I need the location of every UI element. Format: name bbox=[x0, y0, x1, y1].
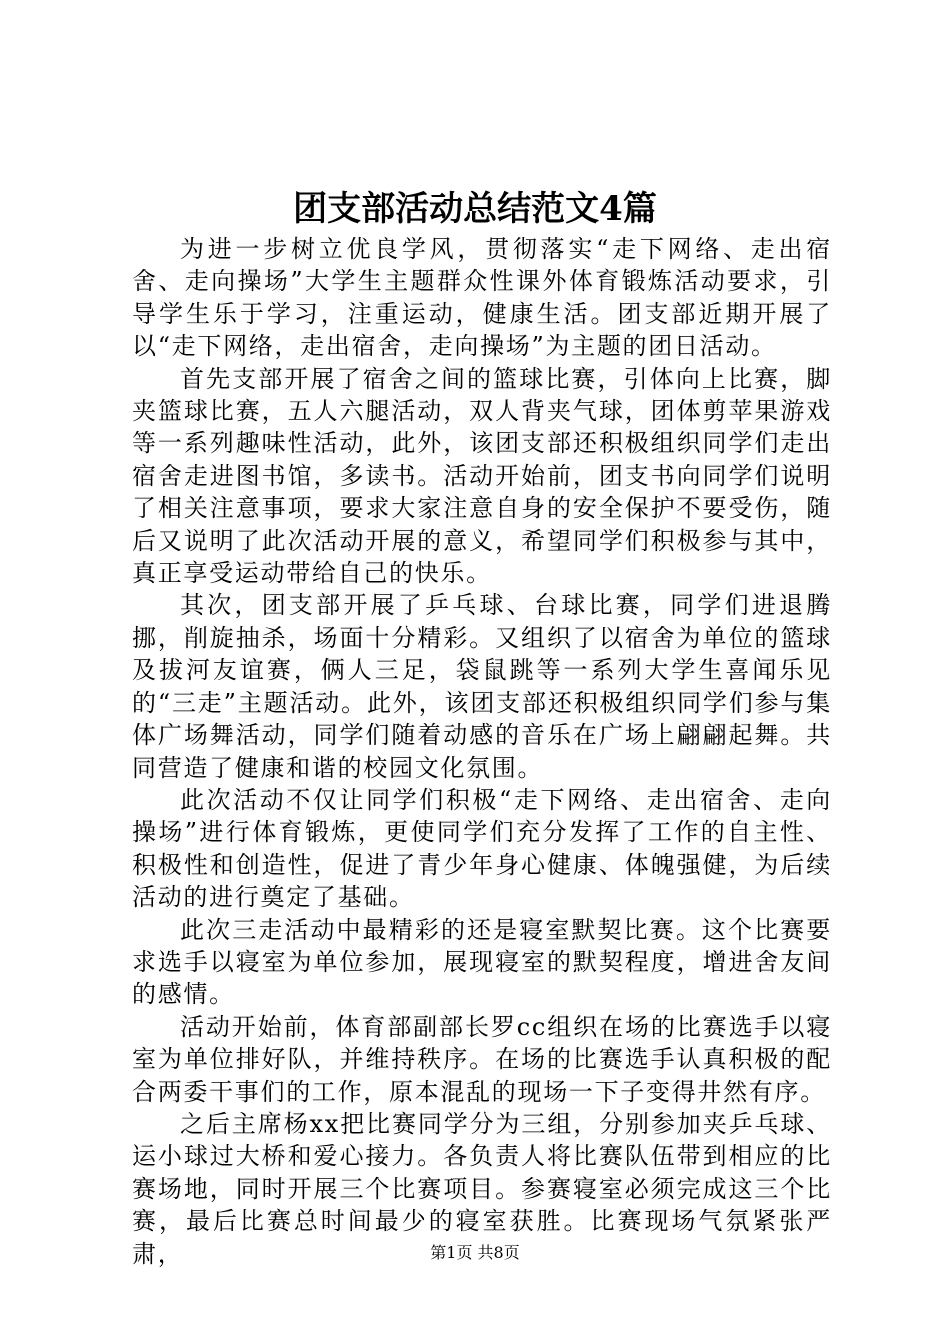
paragraph-4: 此次活动不仅让同学们积极“走下网络、走出宿舍、走向操场”进行体育锻炼，更使同学们充分发挥了工作的自主性、积极性和创造性，促进了青少年身心健康、体魄强健，为后续活动的进行奠定了基础。 bbox=[132, 785, 832, 912]
paragraph-7: 之后主席杨xx把比赛同学分为三组，分别参加夹乒乓球、运小球过大桥和爱心接力。各负责人将比赛队伍带到相应的比赛场地，同时开展三个比赛项目。参赛寝室必须完成这三个比赛，最后比赛总时间最少的寝室获胜。比赛现场气氛紧张严肃， bbox=[132, 1109, 832, 1268]
paragraph-5: 此次三走活动中最精彩的还是寝室默契比赛。这个比赛要求选手以寝室为单位参加，展现寝室的默契程度，增进舍友间的感情。 bbox=[132, 915, 832, 1009]
paragraph-2: 首先支部开展了宿舍之间的篮球比赛，引体向上比赛，脚夹篮球比赛，五人六腿活动，双人背夹气球，团体剪苹果游戏等一系列趣味性活动，此外，该团支部还积极组织同学们走出宿舍走进图书馆，多读书。活动开始前，团支书向同学们说明了相关注意事项，要求大家注意自身的安全保护不要受伤，随后又说明了此次活动开展的意义，希望同学们积极参与其中，真正享受运动带给自己的快乐。 bbox=[132, 364, 832, 588]
document-body bbox=[132, 233, 832, 1270]
paragraph-6: 活动开始前，体育部副部长罗cc组织在场的比赛选手以寝室为单位排好队，并维持秩序。在场的比赛选手认真积极的配合两委干事们的工作，原本混乱的现场一下子变得井然有序。 bbox=[132, 1012, 832, 1106]
document-title: 团支部活动总结范文4篇 bbox=[293, 189, 657, 229]
page-footer: 第1页 共8页 bbox=[430, 1243, 520, 1262]
paragraph-3: 其次，团支部开展了乒乓球、台球比赛，同学们进退腾挪，削旋抽杀，场面十分精彩。又组织了以宿舍为单位的篮球及拔河友谊赛，俩人三足，袋鼠跳等一系列大学生喜闻乐见的“三走”主题活动。此外，该团支部还积极组织同学们参与集体广场舞活动，同学们随着动感的音乐在广场上翩翩起舞。共同营造了健康和谐的校园文化氛围。 bbox=[132, 591, 832, 782]
paragraph-1: 为进一步树立优良学风，贯彻落实“走下网络、走出宿舍、走向操场”大学生主题群众性课外体育锻炼活动要求，引导学生乐于学习，注重运动，健康生活。团支部近期开展了以“走下网络，走出宿舍，走向操场”为主题的团日活动。 bbox=[132, 235, 832, 361]
